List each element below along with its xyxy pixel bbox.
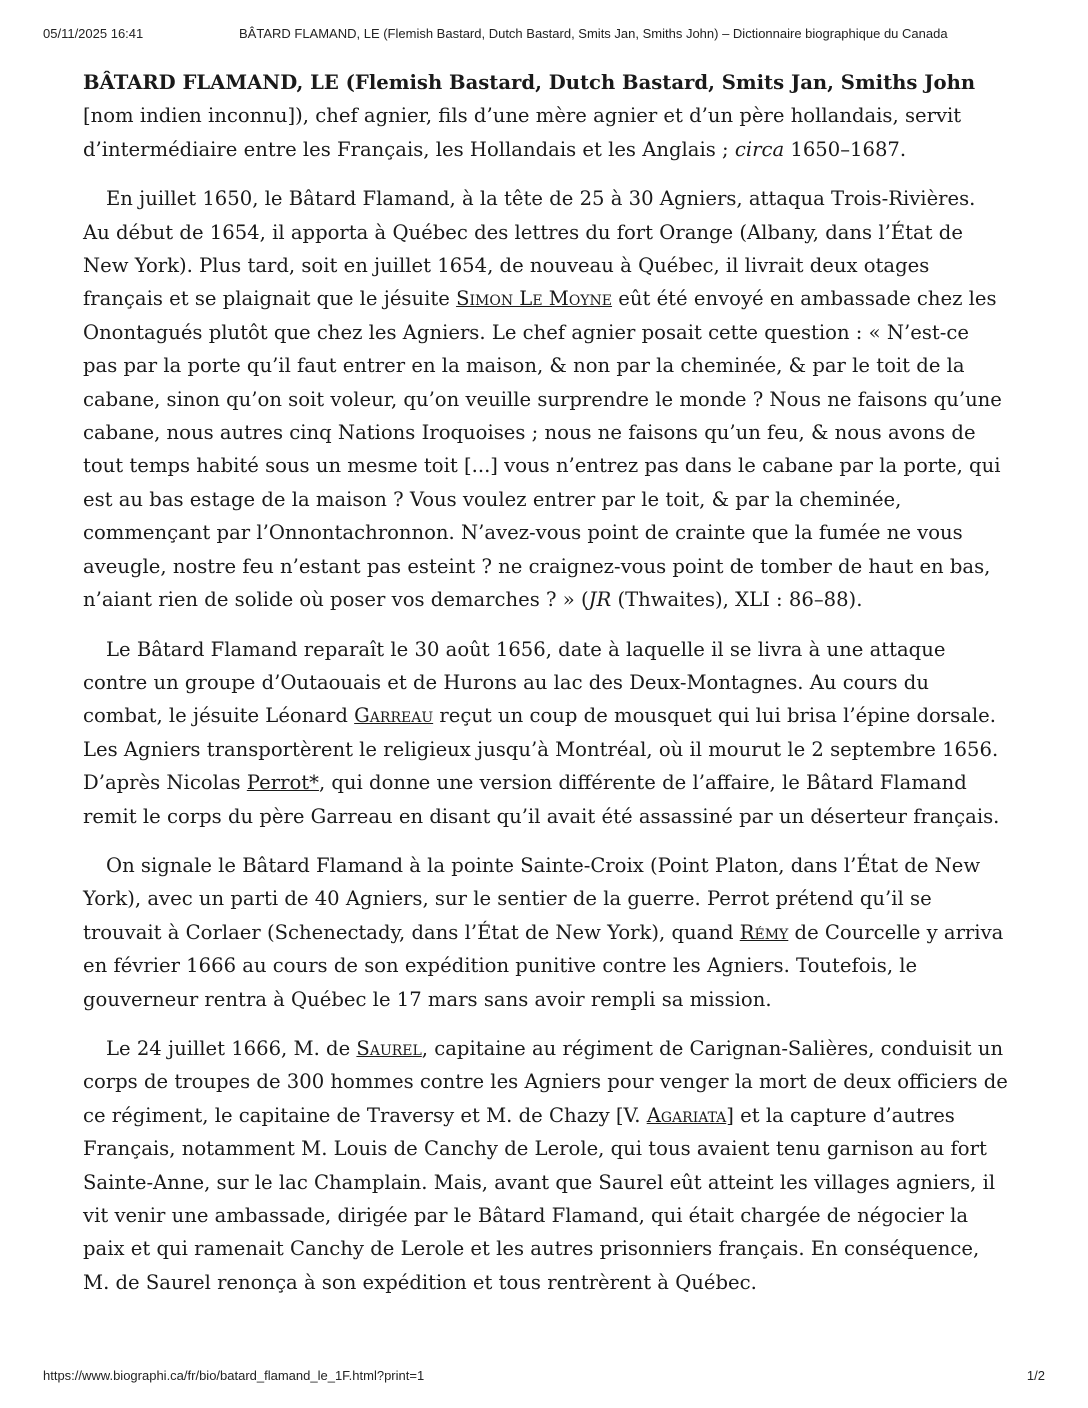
paragraph-1-text-c: (Thwaites), XLI : 86–88). <box>611 588 863 612</box>
print-datetime: 05/11/2025 16:41 <box>43 26 144 41</box>
article-headline: BÂTARD FLAMAND, LE (Flemish Bastard, Dutch Bastard, Smits Jan, Smiths John <box>83 71 976 94</box>
article-body <box>83 66 1008 1315</box>
page-number: 1/2 <box>1026 1368 1045 1383</box>
print-page-title: BÂTARD FLAMAND, LE (Flemish Bastard, Dutch Bastard, Smits Jan, Smiths John) – Dictionnaire biographique du Canada <box>239 26 948 41</box>
link-garreau[interactable]: Garreau <box>354 704 434 728</box>
print-footer <box>43 1368 1045 1388</box>
paragraph-2-text-c: , qui donne une version différente de l’affaire, le Bâtard Flamand remit le corps du père Garreau en disant qu’il avait été assassiné par un déserteur français. <box>83 771 1000 828</box>
circa-text: circa <box>734 137 785 161</box>
print-header <box>43 26 1045 46</box>
paragraph-2-text-b: reçut un coup de mousquet qui lui brisa l’épine dorsale. Les Agniers transportèrent le religieux jusqu’à Montréal, où il mourut le 2 septembre 1656. D’après Nicolas <box>83 704 999 795</box>
paragraph-1-text-b: eût été envoyé en ambassade chez les Onontagués plutôt que chez les Agniers. Le chef agnier posait cette question : « N’est-ce pas par la porte qu’il faut entrer en la maison, & non par la cheminée, & par le toit de la cabane, sinon qu’on soit voleur, qu’on veuille surprendre le monde ? Nous ne faisons qu’une cabane, nous autres cinq Nations Iroquoises ; nous ne faisons qu’un feu, & nous avons de tout temps habité sous un mesme toit [...] vous n’entrez pas dans le cabane par la porte, qui est au bas estage de la maison ? Vous voulez entrer par le toit, & par la cheminée, commençant par l’Onnontachronnon. N’avez-vous point de crainte que la fumée ne vous aveugle, nostre feu n’estant pas esteint ? ne craignez-vous point de tomber de haut en bas, n’aiant rien de solide où poser vos demarches ? » ( <box>83 287 1002 612</box>
print-url: https://www.biographi.ca/fr/bio/batard_flamand_le_1F.html?print=1 <box>43 1368 425 1383</box>
paragraph-2 <box>83 633 1008 833</box>
paragraph-1-text-a: En juillet 1650, le Bâtard Flamand, à la tête de 25 à 30 Agniers, attaqua Trois-Rivières. Au début de 1654, il apporta à Québec des lettres du fort Orange (Albany, dans l’État de New York). Plus tard, soit en juillet 1654, de nouveau à Québec, il livrait deux otages français et se plaignait que le jésuite <box>83 187 976 311</box>
paragraph-1 <box>83 182 1008 616</box>
paragraph-3-text-b: de Courcelle y arriva en février 1666 au cours de son expédition punitive contre les Agniers. Toutefois, le gouverneur rentra à Québec le 17 mars sans avoir rempli sa mission. <box>83 920 1004 1011</box>
jr-citation: JR <box>588 588 612 612</box>
intro-text: [nom indien inconnu]), chef agnier, fils d’une mère agnier et d’un père hollandais, servit d’intermédiaire entre les Français, les Hollandais et les Anglais ; <box>83 104 962 161</box>
paragraph-2-text-a: Le Bâtard Flamand reparaît le 30 août 1656, date à laquelle il se livra à une attaque contre un groupe d’Outaouais et de Hurons au lac des Deux-Montagnes. Au cours du combat, le jésuite Léonard <box>83 637 946 728</box>
paragraph-3 <box>83 849 1008 1016</box>
link-simon-le-moyne[interactable]: Simon Le Moyne <box>456 287 613 311</box>
intro-dates: 1650–1687. <box>784 137 907 161</box>
paragraph-3-text-a: On signale le Bâtard Flamand à la pointe Sainte-Croix (Point Platon, dans l’État de New York), avec un parti de 40 Agniers, sur le sentier de la guerre. Perrot prétend qu’il se trouvait à Corlaer (Schenectady, dans l’État de New York), quand <box>83 853 981 944</box>
paragraph-4-text-a: Le 24 juillet 1666, M. de <box>106 1036 357 1060</box>
link-saurel[interactable]: Saurel <box>356 1036 422 1060</box>
link-perrot[interactable]: Perrot* <box>246 771 319 795</box>
paragraph-4 <box>83 1032 1008 1299</box>
link-agariata[interactable]: Agariata <box>646 1103 727 1127</box>
paragraph-4-text-b: , capitaine au régiment de Carignan-Salières, conduisit un corps de troupes de 300 hommes contre les Agniers pour venger la mort de deux officiers de ce régiment, le capitaine de Traversy et M. de Chazy [V. <box>83 1036 1008 1127</box>
link-remy[interactable]: Rémy <box>739 920 789 944</box>
paragraph-4-text-c: ] et la capture d’autres Français, notamment M. Louis de Canchy de Lerole, qui tous avaient tenu garnison au fort Sainte-Anne, sur le lac Champlain. Mais, avant que Saurel eût atteint les villages agniers, il vit venir une ambassade, dirigée par le Bâtard Flamand, qui était chargée de négocier la paix et qui ramenait Canchy de Lerole et les autres prisonniers français. En conséquence, M. de Saurel renonça à son expédition et tous rentrèrent à Québec. <box>83 1103 996 1294</box>
intro-paragraph <box>83 66 1008 166</box>
